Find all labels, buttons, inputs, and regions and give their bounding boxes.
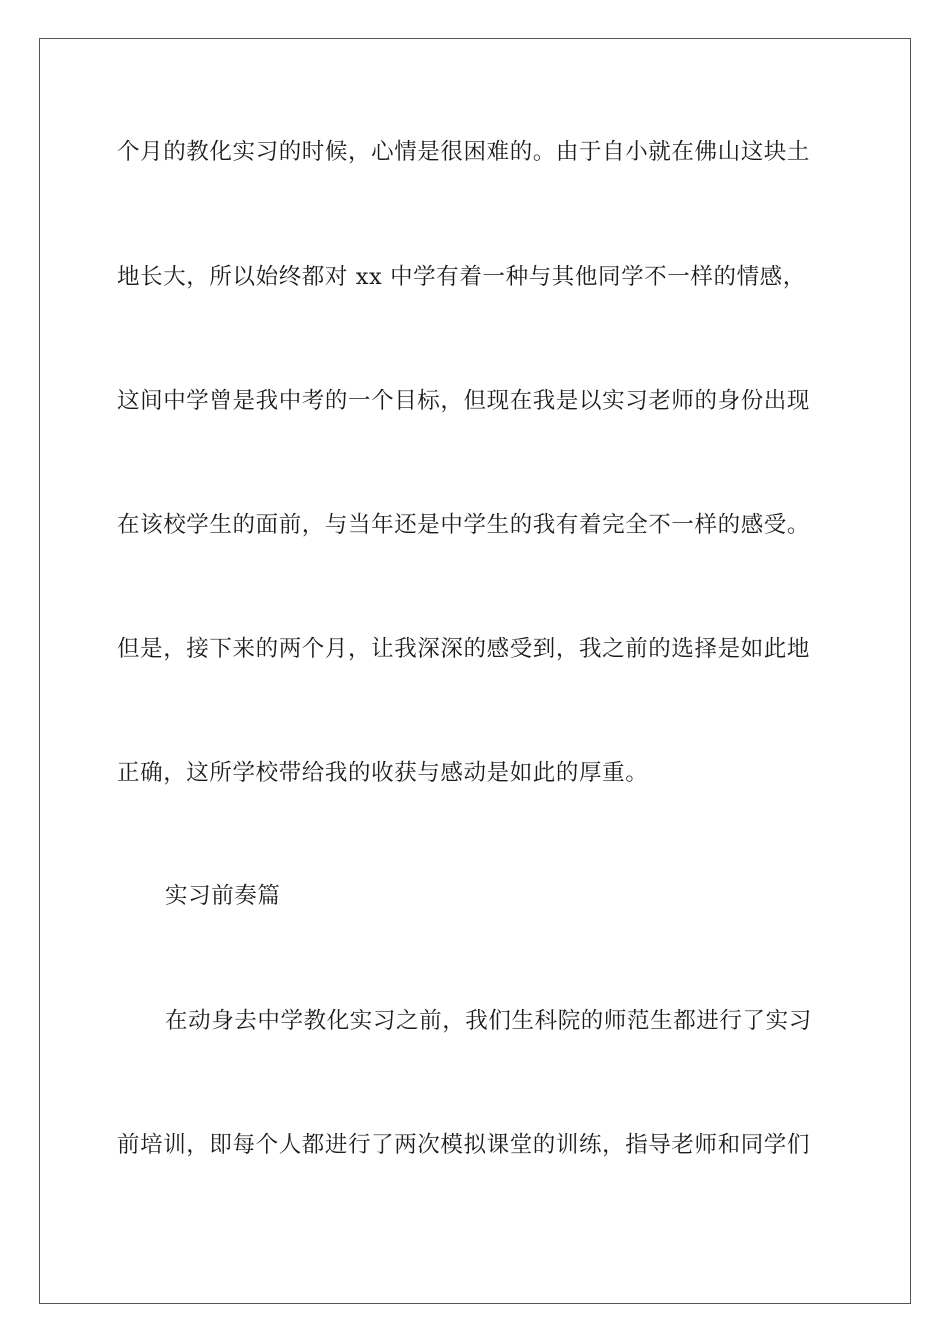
section-heading: 实习前奏篇 [165, 883, 281, 909]
page-border [39, 38, 911, 1304]
body-text-line: 在该校学生的面前，与当年还是中学生的我有着完全不一样的感受。 [117, 512, 811, 538]
body-text-line: 前培训，即每个人都进行了两次模拟课堂的训练，指导老师和同学们 [117, 1132, 811, 1158]
body-text-line: 个月的教化实习的时候，心情是很困难的。由于自小就在佛山这块土 [117, 139, 811, 165]
body-text-line: 地长大，所以始终都对 xx 中学有着一种与其他同学不一样的情感， [117, 264, 806, 290]
body-text-line: 在动身去中学教化实习之前，我们生科院的师范生都进行了实习 [165, 1008, 812, 1034]
body-text-line: 但是，接下来的两个月，让我深深的感受到，我之前的选择是如此地 [117, 636, 811, 662]
body-text-line: 这间中学曾是我中考的一个目标，但现在我是以实习老师的身份出现 [117, 388, 811, 414]
body-text-line: 正确，这所学校带给我的收获与感动是如此的厚重。 [117, 760, 649, 786]
